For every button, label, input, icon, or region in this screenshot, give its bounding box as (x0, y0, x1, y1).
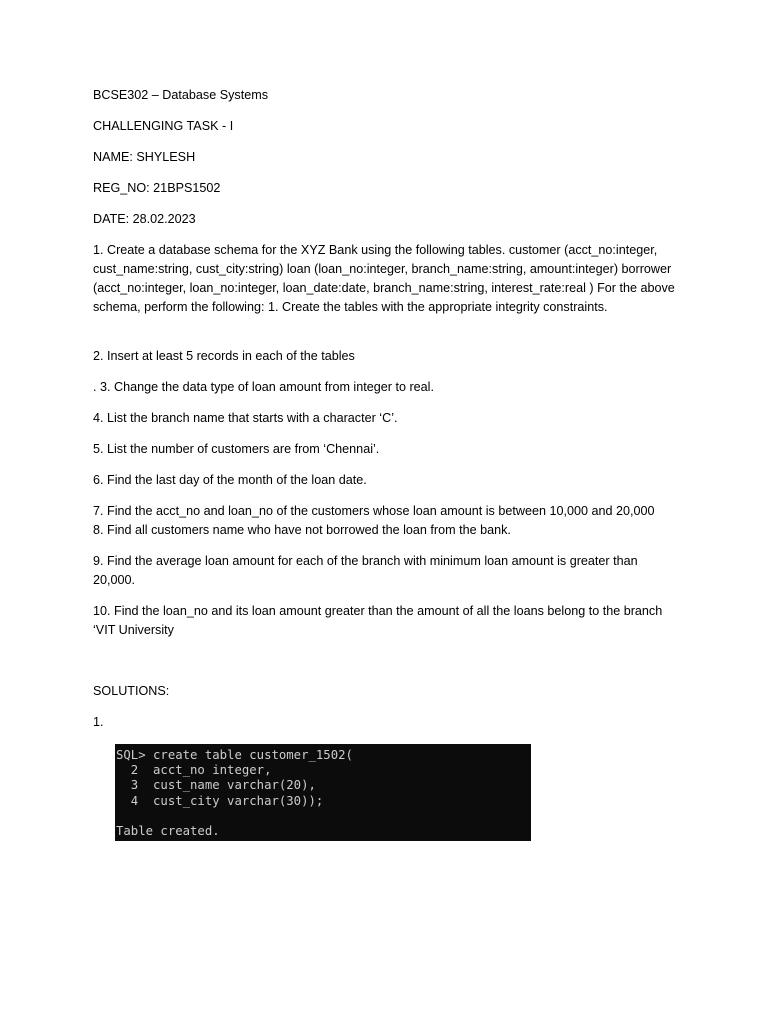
submission-date: DATE: 28.02.2023 (93, 212, 196, 226)
solution-item-number: 1. (93, 715, 104, 729)
solutions-heading: SOLUTIONS: (93, 684, 170, 698)
student-name: NAME: SHYLESH (93, 150, 196, 164)
question-1: 1. Create a database schema for the XYZ Bank using the following tables. customer (acct_no:integer, cust_name:string, cust_city:string) loan (loan_no:integer, branch_name:string, amount:integer) borrower (acct_no:integer, loan_no:integer, loan_date:date, branch_name:string, interest_rate:real ) For the above schema, perform the following: 1. Create the tables with the appropriate integrity constraints. (93, 243, 675, 314)
question-3: . 3. Change the data type of loan amount from integer to real. (93, 380, 434, 394)
terminal-line: SQL> create table customer_1502( (116, 748, 353, 762)
question-4: 4. List the branch name that starts with a character ‘C’. (93, 411, 398, 425)
question-6: 6. Find the last day of the month of the loan date. (93, 473, 367, 487)
sql-terminal-screenshot (115, 744, 531, 841)
task-title: CHALLENGING TASK - I (93, 119, 234, 133)
question-7: 7. Find the acct_no and loan_no of the customers whose loan amount is between 10,000 and 20,000 (93, 504, 655, 518)
question-8: 8. Find all customers name who have not borrowed the loan from the bank. (93, 523, 511, 537)
registration-number: REG_NO: 21BPS1502 (93, 181, 221, 195)
terminal-line (116, 809, 531, 824)
terminal-line: 3 cust_name varchar(20), (116, 778, 316, 793)
course-title: BCSE302 – Database Systems (93, 88, 269, 102)
question-9: 9. Find the average loan amount for each of the branch with minimum loan amount is greater than 20,000. (93, 554, 638, 587)
question-10: 10. Find the loan_no and its loan amount greater than the amount of all the loans belong to the branch ‘VIT University (93, 604, 663, 637)
terminal-line: 4 cust_city varchar(30)); (116, 793, 324, 808)
terminal-line: 2 acct_no integer, (116, 763, 272, 778)
terminal-line: Table created. (116, 823, 220, 838)
question-5: 5. List the number of customers are from ‘Chennai’. (93, 442, 380, 456)
question-2: 2. Insert at least 5 records in each of the tables (93, 349, 355, 363)
